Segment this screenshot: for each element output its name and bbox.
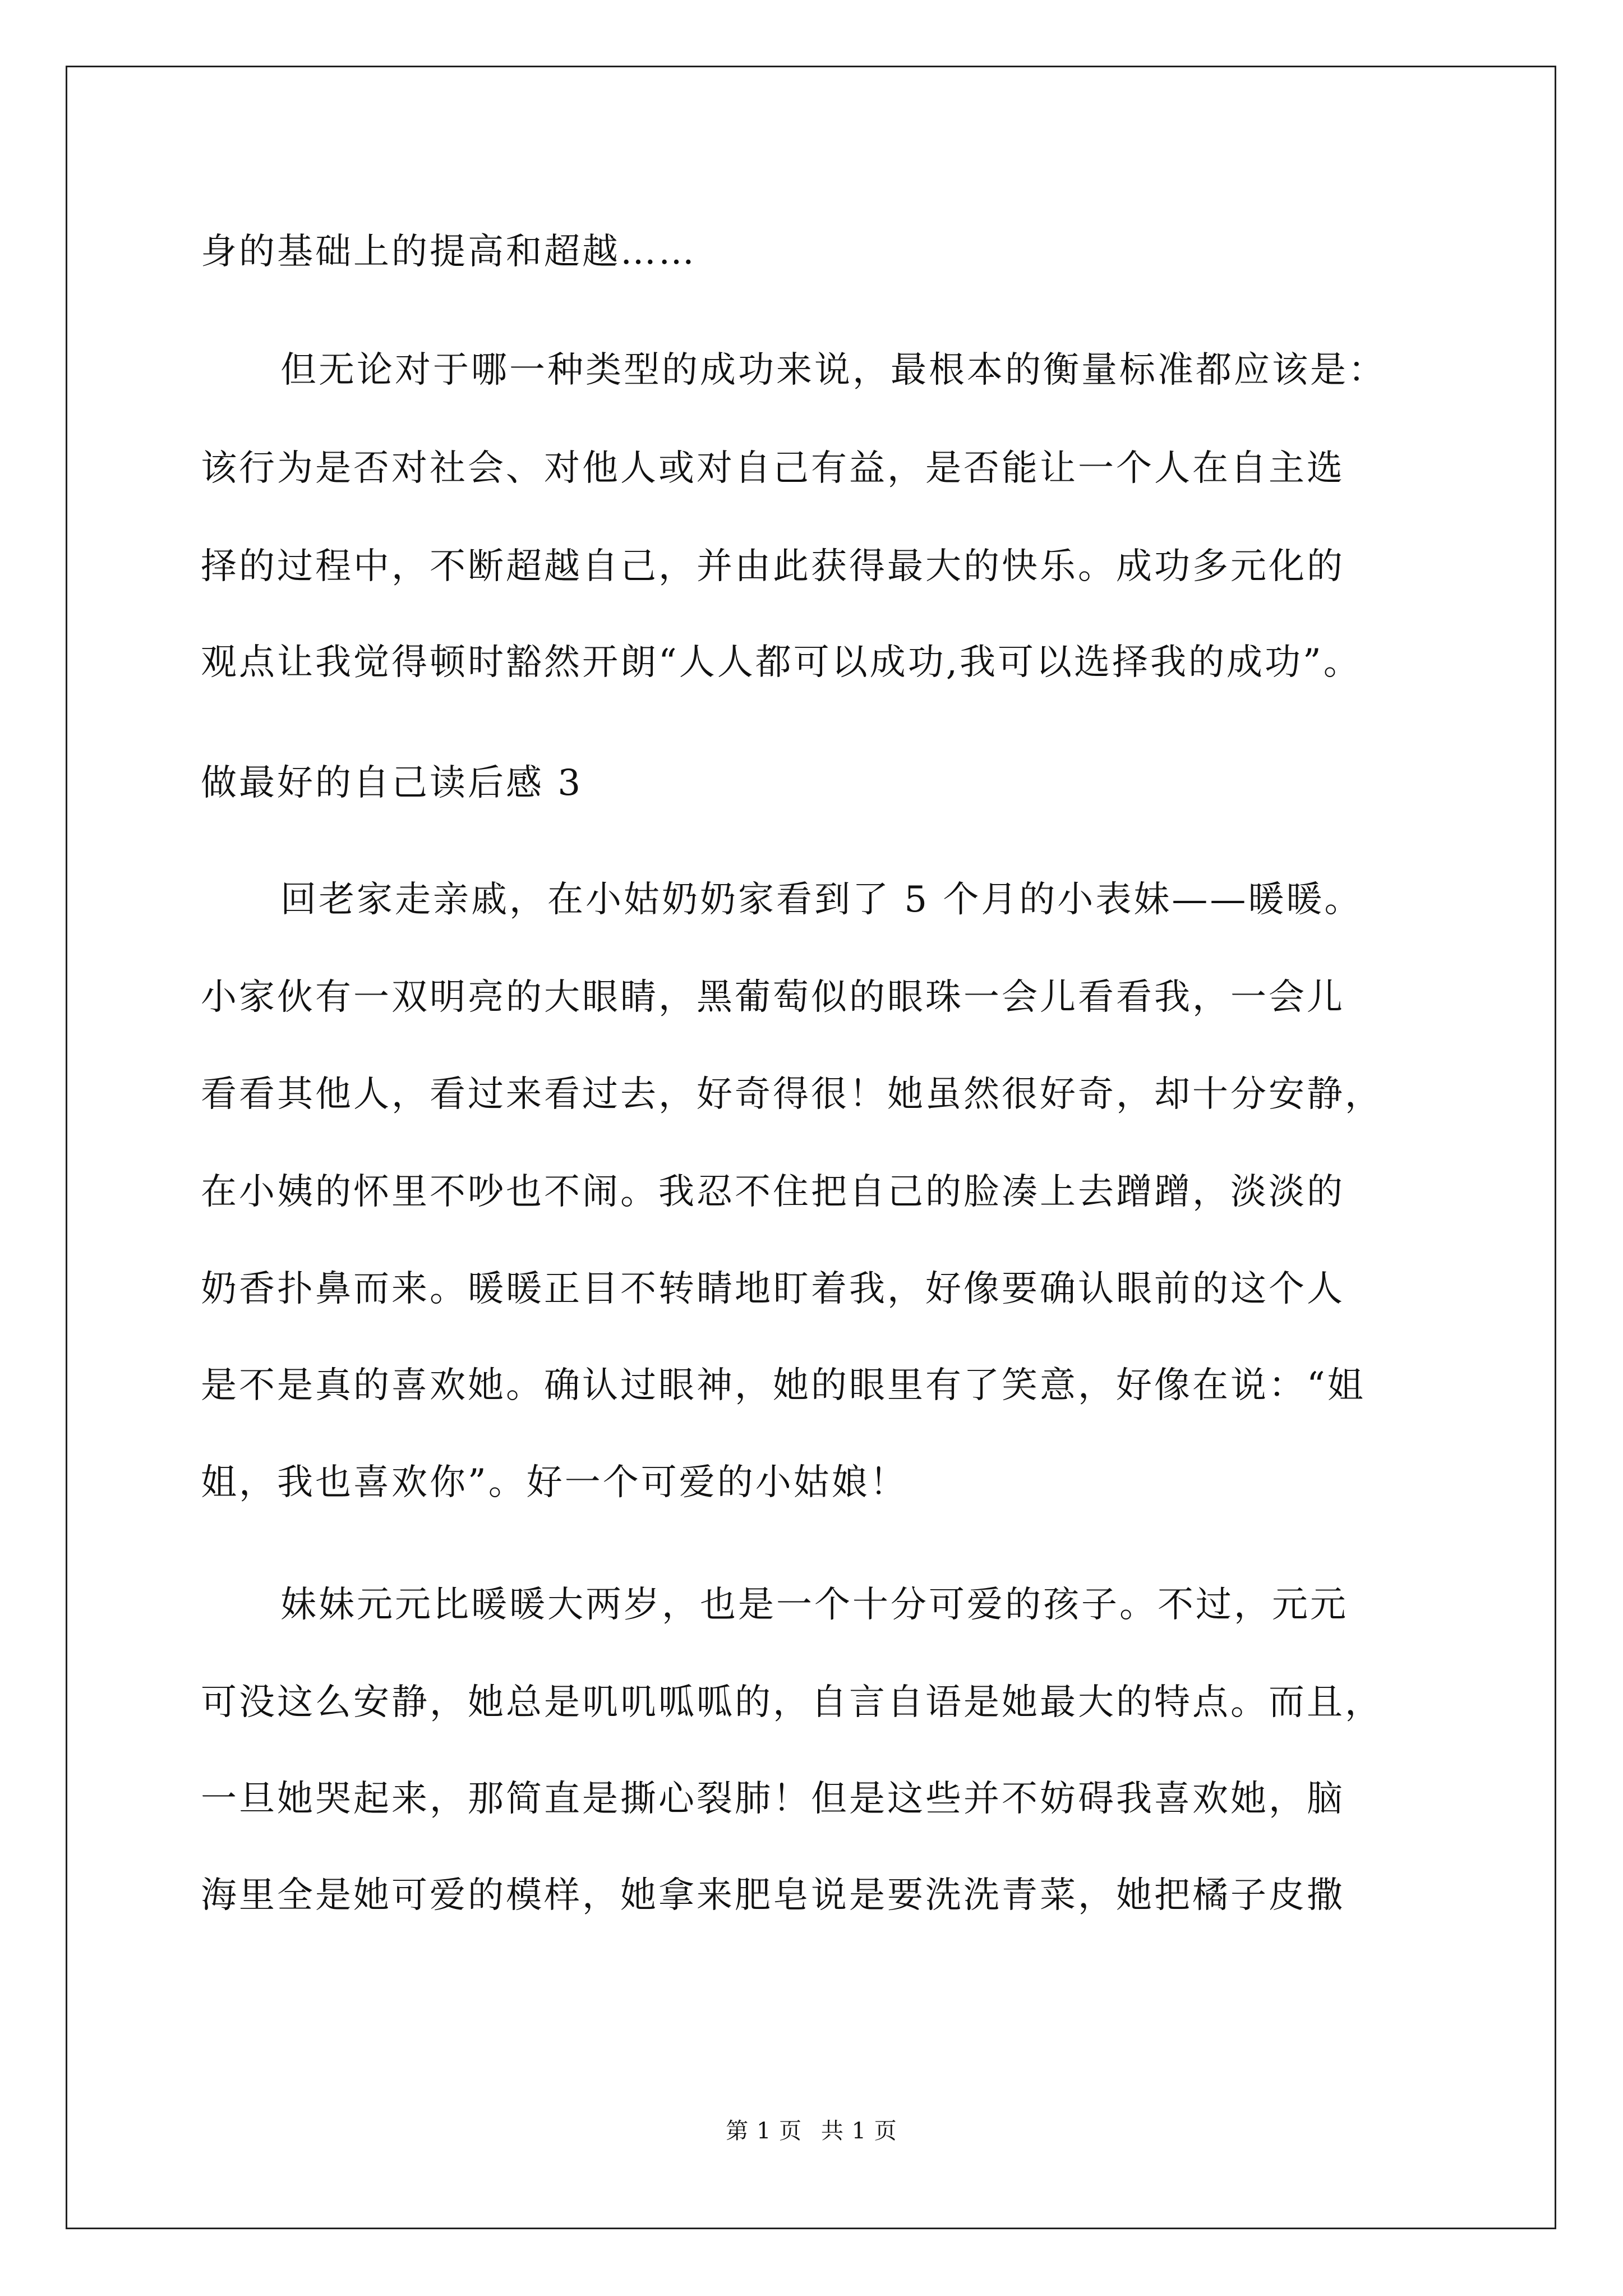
page-total: 共 1 页 [820, 2118, 897, 2144]
text-line-15: 可没这么安静，她总是叽叽呱呱的，自言自语是她最大的特点。而且， [201, 1682, 1383, 1723]
text-line-9: 看看其他人，看过来看过去，好奇得很！她虽然很好奇，却十分安静， [201, 1074, 1383, 1115]
text-line-11: 奶香扑鼻而来。暖暖正目不转睛地盯着我，好像要确认眼前的这个人 [201, 1268, 1345, 1310]
text-line-7: 回老家走亲戚，在小姑奶奶家看到了 5 个月的小表妹——暖暖。 [280, 879, 1363, 921]
text-line-4: 择的过程中，不断超越自己，并由此获得最大的快乐。成功多元化的 [201, 546, 1345, 587]
text-line-8: 小家伙有一双明亮的大眼睛，黑葡萄似的眼珠一会儿看看我，一会儿 [201, 977, 1345, 1018]
page-footer [0, 2118, 1623, 2145]
section-heading: 做最好的自己读后感 3 [201, 762, 583, 804]
text-line-16: 一旦她哭起来，那简直是撕心裂肺！但是这些并不妨碍我喜欢她，脑 [201, 1778, 1345, 1820]
text-line-1: 身的基础上的提高和超越…… [201, 231, 697, 273]
page-number: 第 1 页 [726, 2118, 803, 2144]
text-line-13: 姐，我也喜欢你”。好一个可爱的小姑娘！ [201, 1462, 908, 1503]
text-line-5: 观点让我觉得顿时豁然开朗“人人都可以成功,我可以选择我的成功”。 [201, 642, 1362, 683]
text-line-10: 在小姨的怀里不吵也不闹。我忍不住把自己的脸凑上去蹭蹭，淡淡的 [201, 1171, 1345, 1213]
text-line-17: 海里全是她可爱的模样，她拿来肥皂说是要洗洗青菜，她把橘子皮撒 [201, 1875, 1345, 1916]
text-line-2: 但无论对于哪一种类型的成功来说，最根本的衡量标准都应该是： [280, 349, 1386, 391]
text-line-12: 是不是真的喜欢她。确认过眼神，她的眼里有了笑意，好像在说：“姐 [201, 1365, 1366, 1406]
text-line-14: 妹妹元元比暖暖大两岁，也是一个十分可爱的孩子。不过，元元 [280, 1584, 1348, 1626]
text-line-3: 该行为是否对社会、对他人或对自己有益，是否能让一个人在自主选 [201, 448, 1345, 489]
